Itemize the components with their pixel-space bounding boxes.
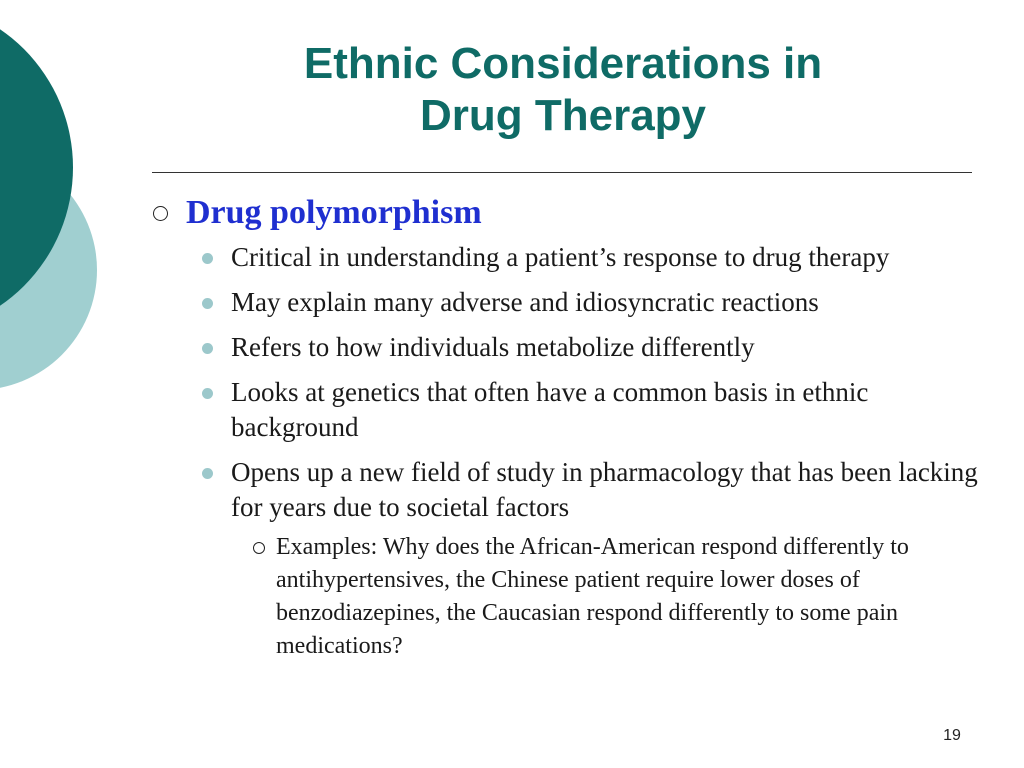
bullet-dot-icon — [202, 388, 213, 399]
slide-title — [140, 38, 986, 142]
list-item-text: Refers to how individuals metabolize differently — [231, 332, 755, 362]
hollow-circle-bullet-icon — [153, 206, 168, 221]
hollow-circle-bullet-icon — [253, 542, 265, 554]
slide-content — [150, 192, 990, 663]
title-line-2: Drug Therapy — [419, 91, 707, 140]
bullet-dot-icon — [202, 343, 213, 354]
sub-list-item — [150, 531, 990, 663]
sub-list-item-text: Examples: Why does the African-American respond differently to antihypertensives, the Chinese patient require lower doses of benzodiazepines, the Caucasian respond differently to some pain medications? — [276, 534, 909, 659]
bullet-dot-icon — [202, 253, 213, 264]
bullet-dot-icon — [202, 468, 213, 479]
list-item — [150, 240, 990, 275]
list-item-text: May explain many adverse and idiosyncratic reactions — [231, 287, 819, 317]
list-item-text: Critical in understanding a patient’s response to drug therapy — [231, 242, 890, 272]
list-item — [150, 285, 990, 320]
heading-text: Drug polymorphism — [186, 194, 482, 231]
page-number: 19 — [943, 727, 961, 744]
list-item — [150, 375, 990, 445]
bullet-dot-icon — [202, 298, 213, 309]
list-item-text: Looks at genetics that often have a common basis in ethnic background — [231, 377, 869, 442]
bullet-list — [150, 240, 990, 663]
title-line-1: Ethnic Considerations in — [303, 39, 823, 88]
heading-bullet — [150, 192, 990, 234]
list-item-text: Opens up a new field of study in pharmacology that has been lacking for years due to societal factors — [231, 457, 978, 522]
list-item — [150, 455, 990, 525]
title-divider — [152, 172, 972, 173]
list-item — [150, 330, 990, 365]
